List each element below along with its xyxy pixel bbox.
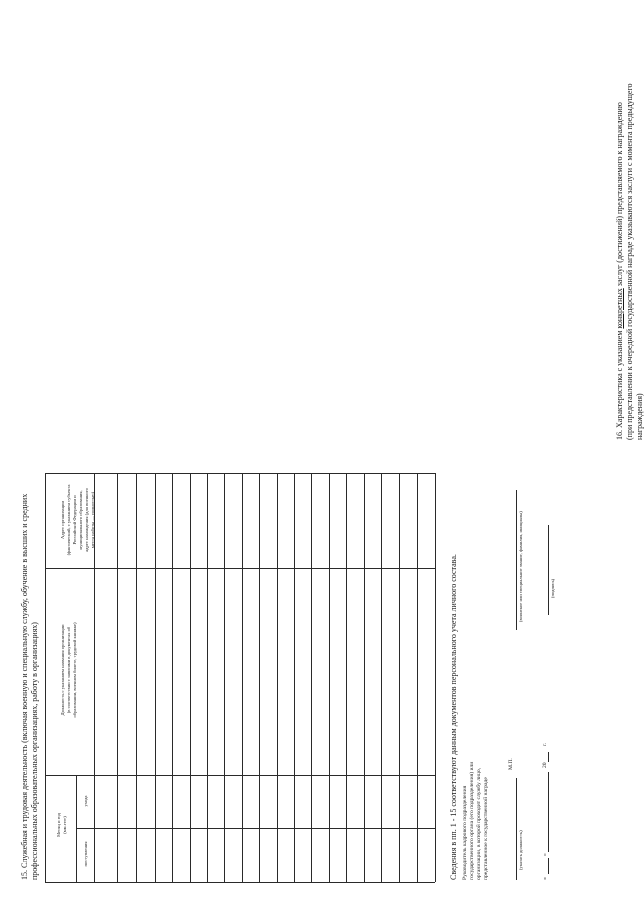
name-caption: (воинское или специальное звание, фамилия, инициалы)	[518, 511, 523, 622]
table-border-bottom	[435, 473, 436, 882]
header-address-line3: Российской Федерации и	[72, 495, 77, 545]
header-address-line5: адрес нахождения (для военного	[84, 488, 89, 552]
date-day-line	[548, 858, 549, 874]
row-line	[417, 473, 418, 882]
header-entry: поступления	[83, 841, 88, 867]
col-separator-address	[45, 568, 435, 569]
row-line	[381, 473, 382, 882]
row-line	[207, 473, 208, 882]
row-line	[155, 473, 156, 882]
header-address-line2: (фактический, с указанием субъекта	[66, 484, 71, 556]
signature-line	[548, 525, 549, 615]
head-line3: организации, в которой проходит службу лицо,	[476, 767, 482, 880]
row-line	[346, 473, 347, 882]
section16-title-line2: (при представлении к очередной государственной награде указываются заслуги с момента предыдущего	[625, 83, 634, 440]
row-line	[224, 473, 225, 882]
row-line	[294, 473, 295, 882]
confirmation-text: Сведения в пп. 1 - 15 соответствуют данным документов персонального учета личного состава.	[449, 554, 458, 880]
table-border-right	[45, 473, 435, 474]
head-line2: государственного органа (его подразделения) или	[469, 761, 475, 880]
signature-caption: (подпись)	[550, 578, 555, 598]
section16-title-line3: награждения)	[635, 393, 644, 440]
head-line1: Руководитель кадрового подразделения	[462, 785, 468, 880]
row-line	[242, 473, 243, 882]
row-line	[311, 473, 312, 882]
row-line	[329, 473, 330, 882]
row-line	[364, 473, 365, 882]
date-quote-open: «	[542, 877, 548, 880]
dates-subheader-line	[76, 775, 77, 882]
section16-title-line1: 16. Характеристика с указанием конкретных заслуг (достижений) представляемого к награждению	[615, 102, 624, 440]
table-border-top	[45, 473, 46, 882]
head-line4: представленное к государственной награде	[483, 777, 489, 880]
header-address-line4: муниципального образования,	[78, 490, 83, 550]
header-leave: ухода	[83, 795, 88, 807]
row-line	[259, 473, 260, 882]
date-quote-close: »	[542, 853, 548, 856]
stamp-label: М.П.	[508, 758, 514, 770]
date-year: 20	[542, 762, 548, 768]
position-caption: (указать должность)	[518, 830, 523, 870]
col-separator-position	[45, 775, 435, 776]
date-suffix: г.	[542, 742, 548, 746]
date-year-line	[548, 752, 549, 762]
row-line	[172, 473, 173, 882]
name-line	[516, 490, 517, 630]
table-border-left	[45, 882, 435, 883]
row-line	[117, 473, 118, 882]
header-position-line1: Должность с указанием названия организации	[60, 624, 65, 716]
header-address-line6: места работы — полностью)	[90, 491, 95, 549]
header-position-line2: (в соответствии с записями в документах об	[66, 626, 71, 714]
section15-title-line1: 15. Служебная и трудовая деятельность (включая военную и специальную службу, обучение в высших и средних	[20, 493, 29, 880]
header-address-line1: Адрес организации	[60, 501, 65, 539]
section15-title-line2: профессиональных образовательных организациях, работу в организациях)	[30, 622, 39, 880]
header-dates: Месяц и год	[56, 813, 61, 837]
date-month-line	[548, 772, 549, 852]
row-line	[136, 473, 137, 882]
header-position-line3: образовании, военном билете, трудовой книжке)	[72, 622, 77, 718]
position-line	[516, 778, 517, 880]
row-line	[190, 473, 191, 882]
emphasized-word: конкретных	[615, 288, 624, 329]
header-dates-format: (мм.гггг)	[62, 816, 67, 834]
row-line	[277, 473, 278, 882]
row-line	[399, 473, 400, 882]
